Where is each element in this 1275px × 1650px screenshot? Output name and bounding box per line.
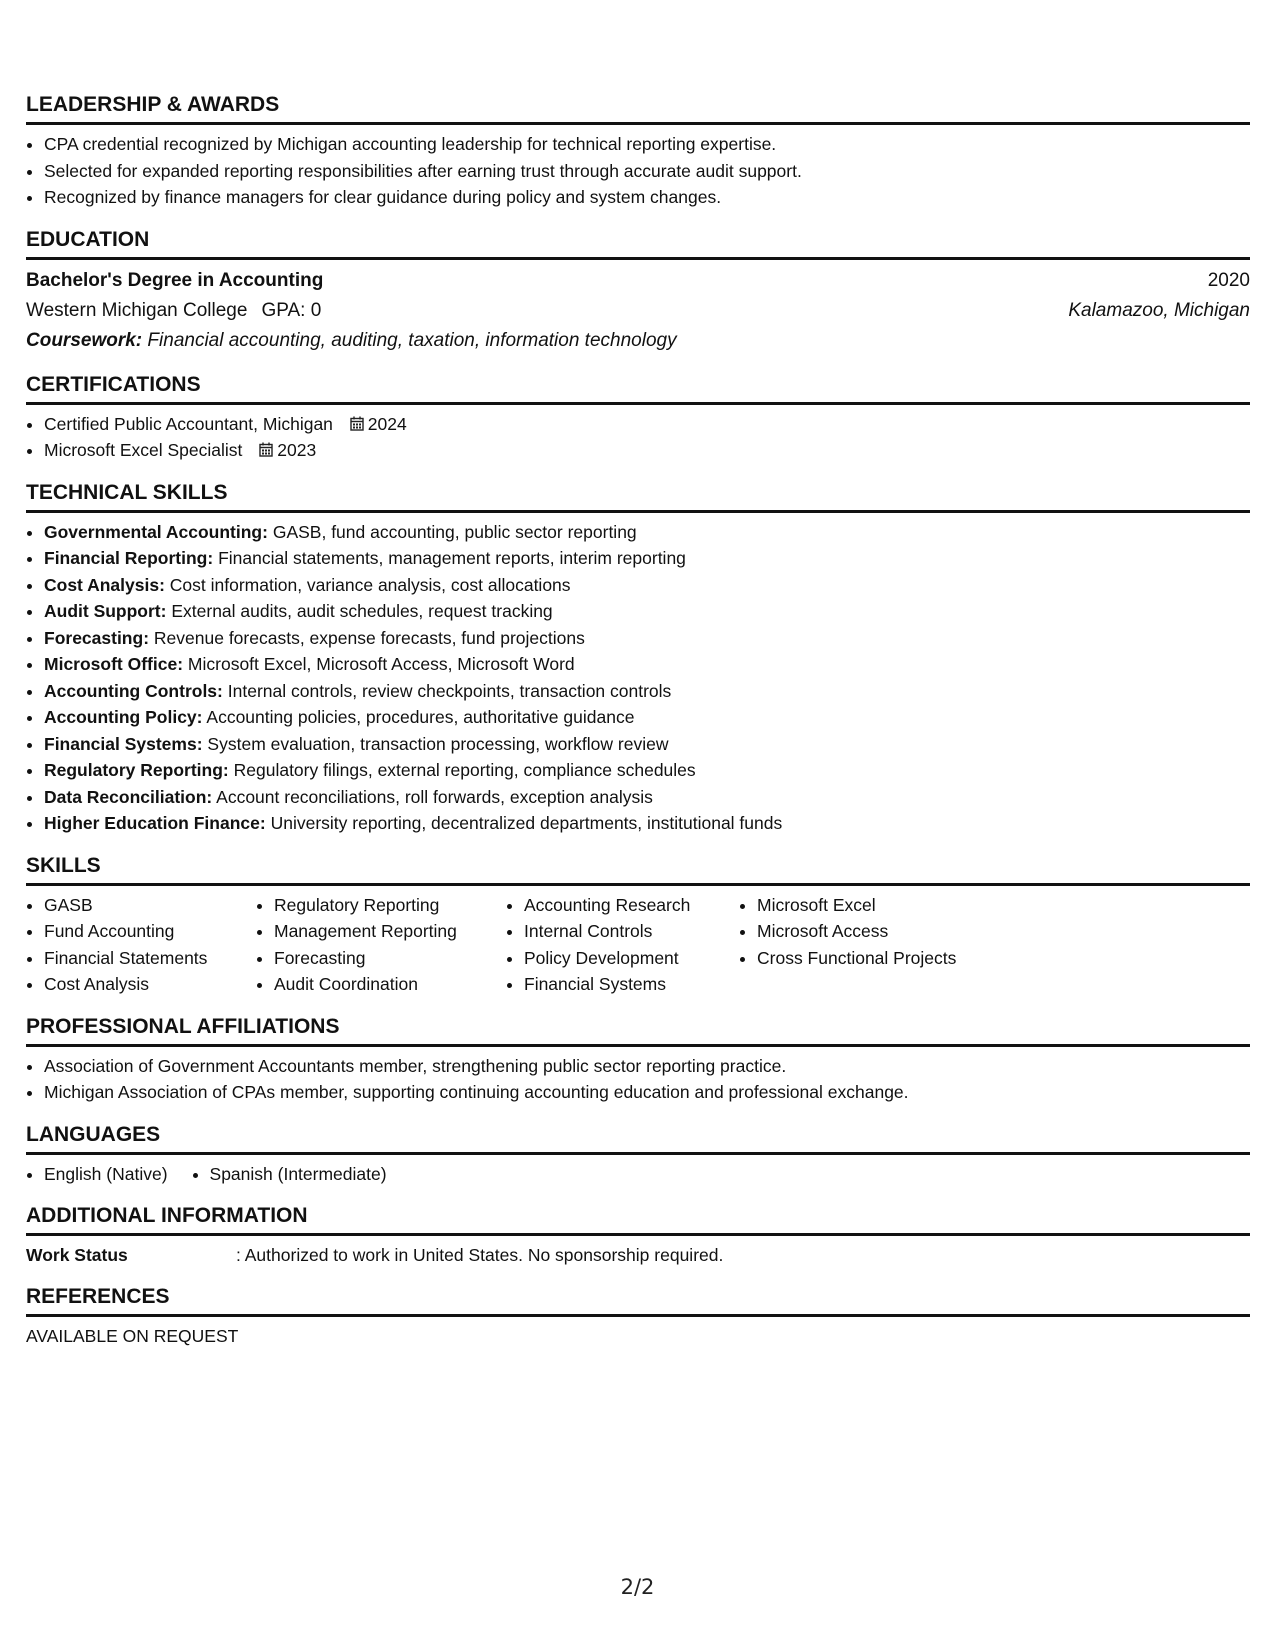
skill-item: • Fund Accounting <box>44 918 256 945</box>
skill-detail: Internal controls, review checkpoints, transaction controls <box>227 680 672 701</box>
skill-item: • Microsoft Excel <box>757 892 1017 919</box>
skill-item: • Policy Development <box>524 945 739 972</box>
cert-name: Microsoft Excel Specialist <box>44 440 243 460</box>
skill-detail: GASB, fund accounting, public sector reporting <box>272 521 637 542</box>
affiliations-section <box>26 1014 1250 1106</box>
skill-item: • Forecasting <box>274 945 506 972</box>
coursework: Financial accounting, auditing, taxation, information technology <box>147 329 677 351</box>
skill-label: Data Reconciliation: <box>44 786 213 807</box>
list-item <box>44 598 1250 625</box>
leadership-section <box>26 92 1250 211</box>
skill-label: Audit Support: <box>44 601 167 621</box>
skill-detail: Revenue forecasts, expense forecasts, fund projections <box>153 627 585 648</box>
list-item: • Association of Government Accountants member, strengthening public sector reporting practice. <box>44 1053 1250 1080</box>
skill-item: • Management Reporting <box>274 918 506 945</box>
calendar-icon <box>350 416 364 431</box>
calendar-icon <box>259 442 273 457</box>
skill-detail: Cost information, variance analysis, cost allocations <box>169 574 571 595</box>
work-status-value: : Authorized to work in United States. No sponsorship required. <box>236 1245 724 1265</box>
skill-label: Forecasting: <box>44 627 150 648</box>
page-number: 2/2 <box>620 1575 655 1599</box>
skill-detail: Financial statements, management reports, interim reporting <box>218 548 686 568</box>
list-item: • CPA credential recognized by Michigan accounting leadership for technical reporting expertise. <box>44 131 1250 158</box>
list-item <box>44 810 1250 837</box>
language-item: • English (Native) <box>44 1161 168 1188</box>
skill-detail: Regulatory filings, external reporting, compliance schedules <box>233 760 696 780</box>
skill-item: • GASB <box>44 892 256 919</box>
section-title-languages: LANGUAGES <box>26 1122 1250 1155</box>
school-location: Kalamazoo, Michigan <box>1068 299 1250 321</box>
section-title-references: REFERENCES <box>26 1284 1250 1317</box>
section-title-affiliations: PROFESSIONAL AFFILIATIONS <box>26 1014 1250 1047</box>
technical-skills-list <box>26 519 1250 837</box>
resume-page <box>26 92 1250 1365</box>
skill-label: Accounting Controls: <box>44 680 223 701</box>
skills-column <box>26 892 256 998</box>
skill-label: Accounting Policy: <box>44 707 203 727</box>
skill-detail: External audits, audit schedules, request tracking <box>171 601 553 621</box>
list-item <box>44 757 1250 784</box>
languages-list <box>26 1161 1250 1188</box>
skill-item: • Financial Statements <box>44 945 256 972</box>
list-item <box>44 625 1250 652</box>
language-item: • Spanish (Intermediate) <box>210 1161 387 1188</box>
work-status-row <box>26 1242 1250 1268</box>
list-item <box>44 731 1250 758</box>
list-item <box>44 678 1250 705</box>
skill-label: Cost Analysis: <box>44 574 165 595</box>
skills-column <box>739 892 1017 998</box>
skill-label: Higher Education Finance: <box>44 813 266 833</box>
list-item <box>44 572 1250 599</box>
work-status-label: Work Status <box>26 1245 128 1265</box>
degree: Bachelor's Degree in Accounting <box>26 269 324 291</box>
section-title-education: EDUCATION <box>26 227 1250 260</box>
list-item <box>44 784 1250 811</box>
skill-detail: University reporting, decentralized departments, institutional funds <box>270 813 783 833</box>
skill-label: Regulatory Reporting: <box>44 760 229 780</box>
skill-item: • Cost Analysis <box>44 971 256 998</box>
section-title-additional: ADDITIONAL INFORMATION <box>26 1203 1250 1236</box>
list-item <box>44 545 1250 572</box>
additional-info-section <box>26 1203 1250 1268</box>
section-title-leadership: LEADERSHIP & AWARDS <box>26 92 1250 125</box>
references-section <box>26 1284 1250 1349</box>
gpa: GPA: 0 <box>261 299 322 321</box>
section-title-certifications: CERTIFICATIONS <box>26 372 1250 405</box>
skills-column <box>506 892 739 998</box>
list-item: • Selected for expanded reporting responsibilities after earning trust through accurate audit support. <box>44 158 1250 185</box>
skill-item: • Cross Functional Projects <box>757 945 1017 972</box>
list-item <box>44 651 1250 678</box>
certifications-list <box>26 411 1250 464</box>
skills-column <box>256 892 506 998</box>
skills-grid <box>26 892 1250 998</box>
certifications-section <box>26 372 1250 464</box>
education-entry <box>26 266 1250 356</box>
list-item <box>44 411 1250 438</box>
technical-skills-section <box>26 480 1250 837</box>
skill-label: Financial Systems: <box>44 733 203 754</box>
skills-section <box>26 853 1250 998</box>
skill-item: • Regulatory Reporting <box>274 892 506 919</box>
skill-item: • Audit Coordination <box>274 971 506 998</box>
section-title-skills: SKILLS <box>26 853 1250 886</box>
skill-detail: Microsoft Excel, Microsoft Access, Microsoft Word <box>187 654 575 674</box>
skill-item: • Microsoft Access <box>757 918 1017 945</box>
cert-year: 2024 <box>367 413 407 434</box>
list-item: • Recognized by finance managers for clear guidance during policy and system changes. <box>44 184 1250 211</box>
skill-label: Financial Reporting: <box>44 548 214 568</box>
list-item: • Michigan Association of CPAs member, supporting continuing accounting education and professional exchange. <box>44 1079 1250 1106</box>
graduation-year: 2020 <box>1207 269 1250 291</box>
list-item <box>44 519 1250 546</box>
skill-item: • Accounting Research <box>524 892 739 919</box>
school-name: Western Michigan College <box>26 299 248 321</box>
cert-year: 2023 <box>277 440 317 460</box>
skill-detail: Account reconciliations, roll forwards, exception analysis <box>216 786 653 807</box>
section-title-technical-skills: TECHNICAL SKILLS <box>26 480 1250 513</box>
coursework-label: Coursework: <box>26 329 143 351</box>
list-item <box>44 437 1250 464</box>
references-text: AVAILABLE ON REQUEST <box>26 1326 239 1346</box>
leadership-list <box>26 131 1250 211</box>
skill-item: • Internal Controls <box>524 918 739 945</box>
languages-section <box>26 1122 1250 1188</box>
list-item <box>44 704 1250 731</box>
skill-label: Microsoft Office: <box>44 654 184 674</box>
affiliations-list <box>26 1053 1250 1106</box>
skill-detail: Accounting policies, procedures, authoritative guidance <box>206 707 635 727</box>
skill-detail: System evaluation, transaction processing, workflow review <box>207 733 669 754</box>
skill-label: Governmental Accounting: <box>44 521 268 542</box>
cert-name: Certified Public Accountant, Michigan <box>44 413 333 434</box>
education-section <box>26 227 1250 356</box>
skill-item: • Financial Systems <box>524 971 739 998</box>
